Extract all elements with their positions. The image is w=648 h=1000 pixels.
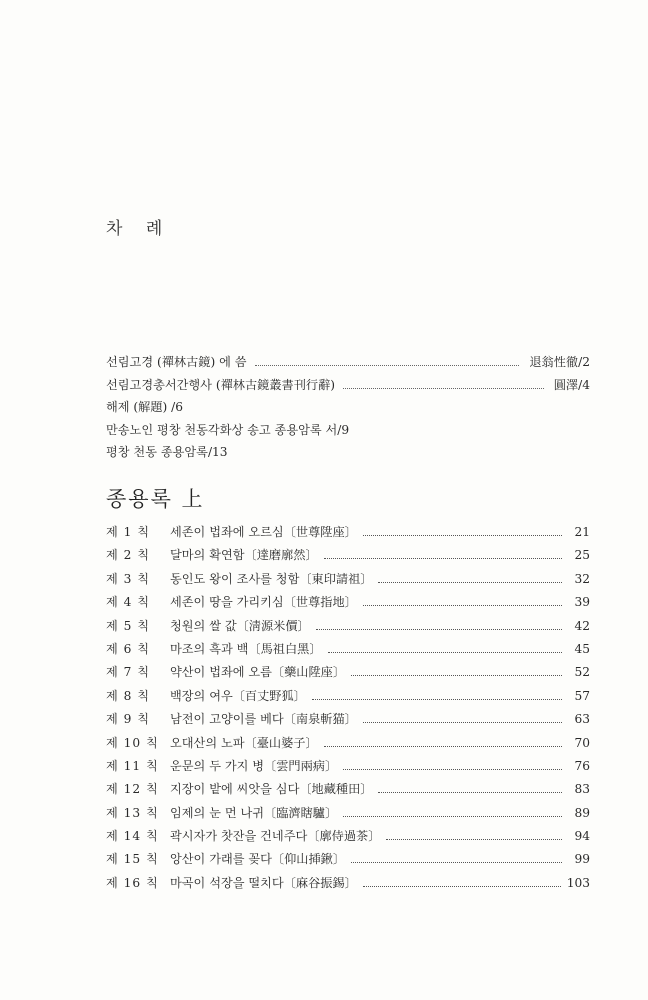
chapter-item [106,734,590,757]
chapter-number: 제 1 칙 [106,525,151,539]
chapter-title: 동인도 왕이 조사를 청함〔東印請祖〕 [170,571,373,586]
front-matter-item [106,398,590,421]
entry-page: 2 [582,355,590,369]
separator: / [578,377,583,392]
chapter-number: 제 10 칙 [106,735,159,750]
chapter-title: 임제의 눈 먼 나귀〔臨濟瞎驢〕 [170,805,338,820]
entry-text: 선림고경 (禪林古鏡) 에 씀 [106,355,247,369]
chapter-page: 89 [574,805,590,820]
front-matter-item [106,376,590,399]
chapter-item [106,570,590,593]
chapter-item [106,850,590,873]
chapter-item [106,687,590,710]
separator: / [167,400,176,414]
dot-leader [363,534,562,536]
dot-leader [324,745,562,747]
chapter-title: 세존이 땅을 가리키심〔世尊指地〕 [170,595,357,610]
chapter-number: 제 14 칙 [106,829,159,844]
chapter-page: 57 [574,688,590,703]
front-matter-item [106,353,590,376]
dot-leader [312,698,562,700]
chapter-title: 앙산이 가래를 꽂다〔仰山揷鍬〕 [170,852,346,867]
chapter-page: 32 [574,571,590,586]
chapter-number: 제 11 칙 [106,758,159,773]
chapter-number: 제 5 칙 [106,618,151,633]
dot-leader [363,721,562,723]
chapter-item [106,804,590,827]
chapter-page: 45 [574,641,590,656]
chapter-number: 제 8 칙 [106,688,151,703]
separator: / [337,422,342,437]
front-matter-item [106,421,590,444]
entry-text: 해제 (解題) [106,400,168,414]
dot-leader [378,791,562,793]
chapter-page: 99 [574,852,590,867]
chapter-title: 마조의 흑과 백〔馬祖白黑〕 [170,641,322,656]
chapter-page: 52 [574,665,590,680]
entry-page: 13 [212,445,228,459]
chapter-item [106,780,590,803]
chapter-number: 제 4 칙 [106,595,151,610]
chapter-number: 제 12 칙 [106,782,159,797]
chapter-item [106,593,590,616]
page-title: 차 례 [106,219,172,239]
front-matter-item [106,443,590,466]
chapter-page: 83 [574,782,590,797]
chapter-item [106,523,590,546]
chapter-title: 남전이 고양이를 베다〔南泉斬猫〕 [170,712,357,727]
chapter-page: 39 [574,595,590,610]
dot-leader [328,651,562,653]
dot-leader [363,604,562,606]
dot-leader [324,557,562,559]
dot-leader [351,861,562,863]
dot-leader [378,581,562,583]
dot-leader [343,387,544,389]
entry-page: 9 [341,422,350,437]
chapter-number: 제 6 칙 [106,641,151,656]
chapter-number: 제 9 칙 [106,712,151,727]
chapter-title: 백장의 여우〔百丈野狐〕 [170,688,306,703]
separator: / [207,445,213,459]
dot-leader [255,364,520,366]
dot-leader [343,815,562,817]
chapter-item [106,710,590,733]
separator: / [578,355,583,369]
entry-page: 6 [175,400,184,414]
chapter-title: 세존이 법좌에 오르심〔世尊陞座〕 [170,525,357,539]
chapter-number: 제 3 칙 [106,571,151,586]
chapter-page: 63 [574,712,590,727]
chapter-page: 42 [574,618,590,633]
chapter-number: 제 7 칙 [106,665,151,680]
front-matter-list [106,353,590,466]
chapter-number: 제 15 칙 [106,852,159,867]
chapter-page: 25 [574,548,590,563]
entry-text: 평창 천동 종용암록 [106,445,208,459]
chapter-item [106,874,590,897]
chapter-page: 103 [566,875,590,890]
chapter-item [106,546,590,569]
dot-leader [351,674,562,676]
chapter-title: 청원의 쌀 값〔淸源米價〕 [170,618,310,633]
chapter-title: 오대산의 노파〔臺山婆子〕 [170,735,318,750]
chapter-page: 76 [574,758,590,773]
dot-leader [386,838,562,840]
chapter-title: 운문의 두 가지 병〔雲門兩病〕 [170,758,338,773]
chapter-number: 제 13 칙 [106,805,159,820]
dot-leader [316,628,562,630]
entry-text: 선림고경총서간행사 (禪林古鏡叢書刊行辭) [106,377,336,392]
dot-leader [343,768,562,770]
chapter-title: 마곡이 석장을 떨치다〔麻谷振錫〕 [170,875,357,890]
chapter-item [106,640,590,663]
entry-author: 圓澤 [553,377,579,392]
entry-text: 만송노인 평창 천동각화상 송고 종용암록 서 [106,422,338,437]
chapter-title: 곽시자가 찻잔을 건네주다〔廓侍過茶〕 [170,829,381,844]
chapter-title: 달마의 확연함〔達磨廓然〕 [170,548,318,563]
chapter-item [106,617,590,640]
chapter-number: 제 16 칙 [106,875,159,890]
chapter-page: 21 [574,525,590,539]
chapter-number: 제 2 칙 [106,548,151,563]
chapter-title: 약산이 법좌에 오름〔藥山陞座〕 [170,665,346,680]
entry-page: 4 [582,377,590,392]
chapter-title: 지장이 밭에 씨앗을 심다〔地藏種田〕 [170,782,373,797]
section-title: 종용록 上 [106,487,205,511]
chapter-item [106,827,590,850]
chapter-item [106,663,590,686]
chapter-page: 94 [574,829,590,844]
chapter-item [106,757,590,780]
chapter-page: 70 [574,735,590,750]
dot-leader [363,885,561,887]
chapter-list [106,523,590,897]
entry-author: 退翁性徹 [529,355,579,369]
